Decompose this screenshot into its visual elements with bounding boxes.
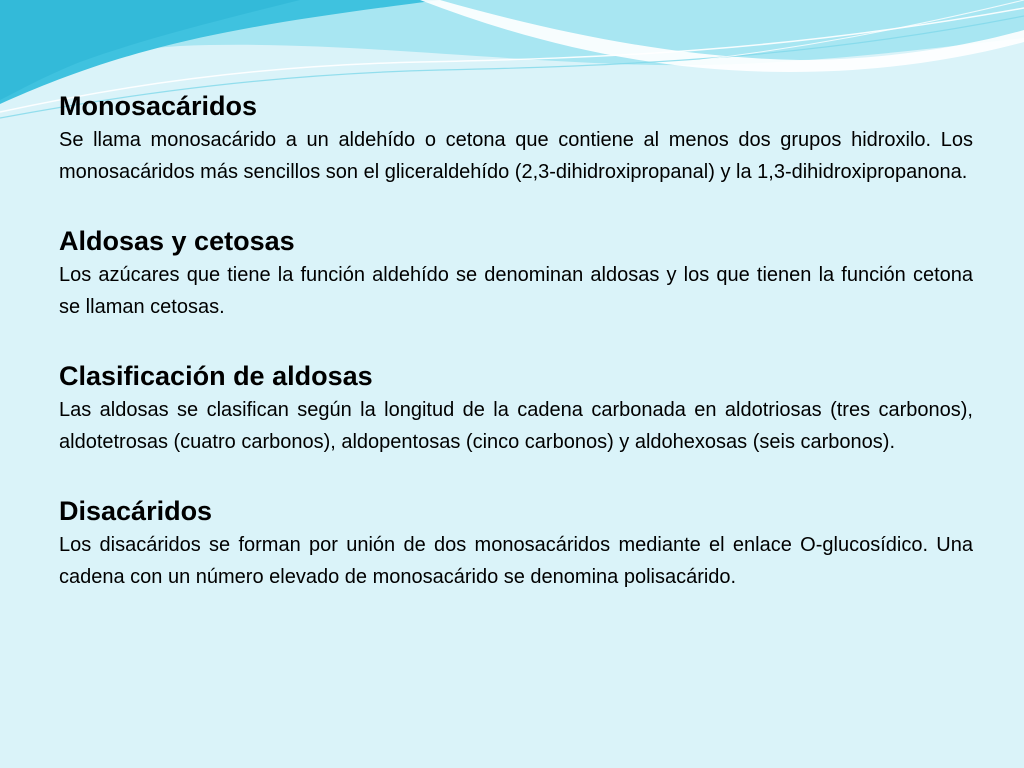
section-heading: Aldosas y cetosas xyxy=(59,226,295,256)
section-clasificacion-aldosas xyxy=(59,358,973,458)
section-disacaridos xyxy=(59,493,973,593)
section-heading: Disacáridos xyxy=(59,496,213,526)
section-body: Los azúcares que tiene la función aldehído se denominan aldosas y los que tienen la función cetona se llaman cetosas. xyxy=(59,264,973,318)
section-body: Se llama monosacárido a un aldehído o cetona que contiene al menos dos grupos hidroxilo. Los monosacáridos más sencillos son el gliceraldehído (2,3-dihidroxipropanal) y la 1,3-dihidroxipropanona. xyxy=(59,129,973,183)
section-aldosas-cetosas xyxy=(59,223,973,323)
section-heading: Monosacáridos xyxy=(59,91,258,121)
slide-content xyxy=(59,88,973,628)
section-body: Los disacáridos se forman por unión de dos monosacáridos mediante el enlace O-glucosídico. Una cadena con un número elevado de monosacárido se denomina polisacárido. xyxy=(59,534,973,588)
section-body: Las aldosas se clasifican según la longitud de la cadena carbonada en aldotriosas (tres carbonos), aldotetrosas (cuatro carbonos), aldopentosas (cinco carbonos) y aldohexosas (seis carbonos). xyxy=(59,399,973,453)
section-heading: Clasificación de aldosas xyxy=(59,361,373,391)
section-monosacaridos xyxy=(59,88,973,188)
